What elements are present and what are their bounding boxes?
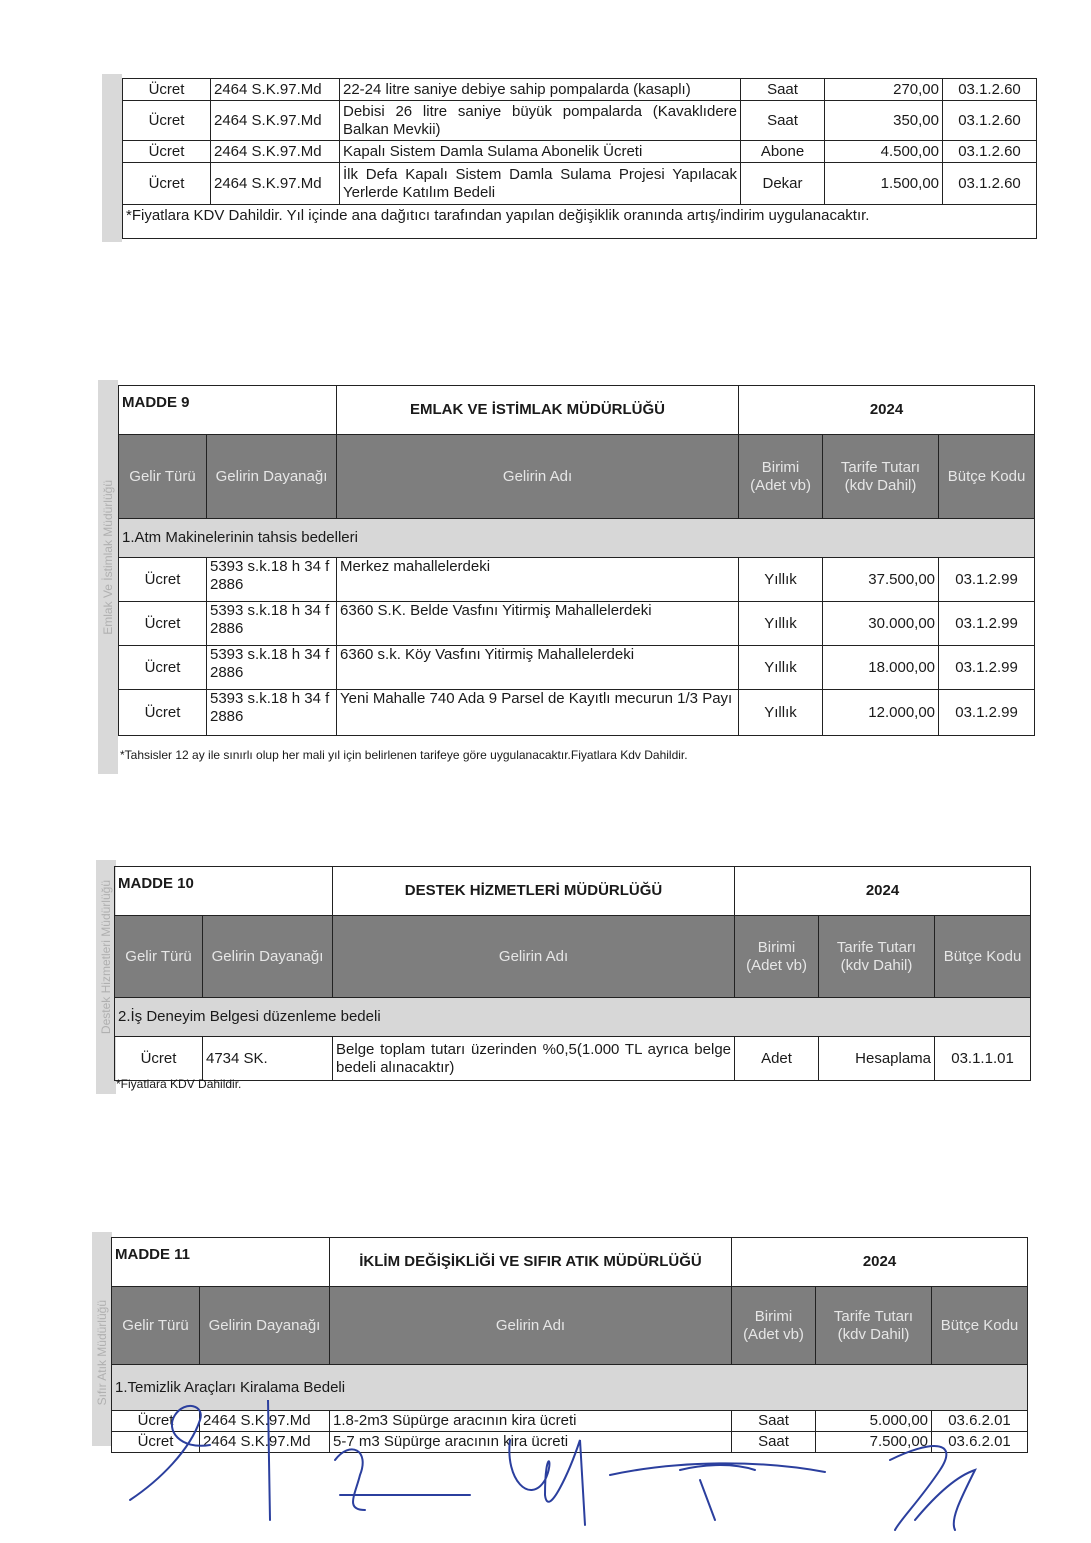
table-row [123,141,1037,163]
cell-name: Debisi 26 litre saniye büyük pompalarda (Kavaklıdere Balkan Mevkii) [340,101,741,141]
madde9-note: *Tahsisler 12 ay ile sınırlı olup her mali yıl için belirlenen tarifeye göre uygulanacaktır.Fiyatlara Kdv Dahildir. [120,748,688,762]
madde-number: MADDE 10 [115,867,333,916]
cell-code: 03.6.2.01 [932,1432,1028,1453]
column-headers [112,1287,1028,1365]
cell-name: 1.8-2m3 Süpürge aracının kira ücreti [330,1411,732,1432]
cell-basis-line2: 2886 [210,664,244,681]
cell-basis: 2464 S.K.97.Md [211,141,340,163]
madde9-table [118,385,1035,736]
madde10-table [114,866,1031,1081]
cell-amount: 5.000,00 [816,1411,932,1432]
cell-basis: 4734 SK. [203,1037,333,1081]
section-row [115,998,1031,1037]
madde-number: MADDE 9 [119,386,337,435]
cell-basis-line2: 2886 [210,708,244,725]
cell-basis-line1: 5393 s.k.18 h 34 f [210,602,330,619]
col-gelirin-adi: Gelirin Adı [333,916,735,998]
signature-1 [130,1406,210,1500]
dept-title: İKLİM DEĞİŞİKLİĞİ VE SIFIR ATIK MÜDÜRLÜĞÜ [330,1238,732,1287]
cell-basis [207,558,337,602]
year-label: 2024 [735,867,1031,916]
cell-basis [207,690,337,736]
cell-code: 03.1.2.99 [939,690,1035,736]
left-margin-strip [102,74,122,242]
cell-basis-line2: 2886 [210,576,244,593]
cell-amount: 4.500,00 [825,141,943,163]
madde-header [119,386,1035,435]
cell-basis: 2464 S.K.97.Md [211,79,340,101]
cell-basis [207,646,337,690]
cell-name: Kapalı Sistem Damla Sulama Abonelik Ücreti [340,141,741,163]
signature-2 [268,1400,270,1520]
col-gelirin-dayanagi: Gelirin Dayanağı [207,435,337,519]
cell-type: Ücret [119,602,207,646]
top-fee-table [122,78,1037,239]
madde-header [112,1238,1028,1287]
cell-code: 03.1.2.99 [939,558,1035,602]
cell-name: Merkez mahallelerdeki [337,558,739,602]
col-tarife: Tarife Tutarı (kdv Dahil) [819,916,935,998]
col-gelirin-dayanagi: Gelirin Dayanağı [203,916,333,998]
table-row [123,163,1037,205]
col-birimi: Birimi (Adet vb) [732,1287,816,1365]
cell-name: 5-7 m3 Süpürge aracının kira ücreti [330,1432,732,1453]
cell-code: 03.1.2.60 [943,163,1037,205]
cell-basis-line2: 2886 [210,620,244,637]
cell-unit: Yıllık [739,602,823,646]
year-label: 2024 [739,386,1035,435]
cell-code: 03.1.2.60 [943,101,1037,141]
col-gelir-turu: Gelir Türü [112,1287,200,1365]
section-row [119,519,1035,558]
cell-name: 22-24 litre saniye debiye sahip pompalarda (kasaplı) [340,79,741,101]
madde-header [115,867,1031,916]
cell-amount: 12.000,00 [823,690,939,736]
cell-name: 6360 S.K. Belde Vasfını Yitirmiş Mahallelerdeki [337,602,739,646]
dept-title: DESTEK HİZMETLERİ MÜDÜRLÜĞÜ [333,867,735,916]
column-headers [115,916,1031,998]
cell-amount: 270,00 [825,79,943,101]
column-headers [119,435,1035,519]
cell-unit: Saat [741,79,825,101]
cell-amount: 350,00 [825,101,943,141]
col-gelirin-adi: Gelirin Adı [330,1287,732,1365]
cell-name: 6360 s.k. Köy Vasfını Yitirmiş Mahallelerdeki [337,646,739,690]
cell-unit: Saat [732,1411,816,1432]
cell-code: 03.1.2.99 [939,602,1035,646]
cell-basis-line1: 5393 s.k.18 h 34 f [210,646,330,663]
col-birimi: Birimi (Adet vb) [735,916,819,998]
cell-amount: 1.500,00 [825,163,943,205]
cell-name: Yeni Mahalle 740 Ada 9 Parsel de Kayıtlı mecurun 1/3 Payı [337,690,739,736]
col-tarife: Tarife Tutarı (kdv Dahil) [823,435,939,519]
cell-type: Ücret [119,646,207,690]
cell-amount: 37.500,00 [823,558,939,602]
cell-name: Belge toplam tutarı üzerinden %0,5(1.000 TL ayrıca belge bedeli alınacaktır) [333,1037,735,1081]
col-butce: Bütçe Kodu [932,1287,1028,1365]
cell-basis: 2464 S.K.97.Md [200,1432,330,1453]
cell-code: 03.1.2.60 [943,79,1037,101]
col-gelir-turu: Gelir Türü [115,916,203,998]
section-title: 1.Atm Makinelerinin tahsis bedelleri [119,519,1035,558]
table-row [119,646,1035,690]
col-tarife: Tarife Tutarı (kdv Dahil) [816,1287,932,1365]
price-note: *Fiyatlara KDV Dahildir. Yıl içinde ana dağıtıcı tarafından yapılan değişiklik oranında artış/indirim uygulanacaktır. [123,205,1037,239]
year-label: 2024 [732,1238,1028,1287]
signature-4 [509,1440,585,1525]
signature-3 [335,1449,470,1510]
cell-unit: Saat [732,1432,816,1453]
side-label: Destek Hizmetleri Müdürlüğü [99,880,113,1035]
cell-basis [207,602,337,646]
note-row [123,205,1037,239]
col-butce: Bütçe Kodu [935,916,1031,998]
table-row [119,602,1035,646]
section-title: 1.Temizlik Araçları Kiralama Bedeli [112,1365,1028,1411]
cell-basis: 2464 S.K.97.Md [200,1411,330,1432]
table-row [119,690,1035,736]
side-label: Sıfır Atık Müdürlüğü [95,1300,109,1406]
cell-code: 03.1.1.01 [935,1037,1031,1081]
cell-unit: Yıllık [739,690,823,736]
madde10-note: *Fiyatlara KDV Dahildir. [116,1077,242,1091]
section-title: 2.İş Deneyim Belgesi düzenleme bedeli [115,998,1031,1037]
cell-unit: Dekar [741,163,825,205]
cell-unit: Adet [735,1037,819,1081]
cell-type: Ücret [119,558,207,602]
madde-number: MADDE 11 [112,1238,330,1287]
col-butce: Bütçe Kodu [939,435,1035,519]
cell-type: Ücret [123,101,211,141]
cell-basis: 2464 S.K.97.Md [211,163,340,205]
cell-type: Ücret [123,163,211,205]
cell-amount: 18.000,00 [823,646,939,690]
side-label: Emlak Ve İstimlak Müdürlüğü [101,480,115,635]
cell-name: İlk Defa Kapalı Sistem Damla Sulama Projesi Yapılacak Yerlerde Katılım Bedeli [340,163,741,205]
col-gelir-turu: Gelir Türü [119,435,207,519]
table-row [119,558,1035,602]
cell-type: Ücret [123,141,211,163]
cell-type: Ücret [119,690,207,736]
cell-unit: Saat [741,101,825,141]
col-gelirin-adi: Gelirin Adı [337,435,739,519]
table-row [123,101,1037,141]
cell-amount: 30.000,00 [823,602,939,646]
cell-basis-line1: 5393 s.k.18 h 34 f [210,690,330,707]
cell-type: Ücret [123,79,211,101]
table-row [123,79,1037,101]
cell-basis-line1: 5393 s.k.18 h 34 f [210,558,330,575]
col-gelirin-dayanagi: Gelirin Dayanağı [200,1287,330,1365]
table-row [115,1037,1031,1081]
dept-title: EMLAK VE İSTİMLAK MÜDÜRLÜĞÜ [337,386,739,435]
cell-unit: Yıllık [739,558,823,602]
cell-code: 03.1.2.60 [943,141,1037,163]
cell-basis: 2464 S.K.97.Md [211,101,340,141]
signature-5 [610,1463,825,1520]
signatures [0,1400,1091,1543]
cell-code: 03.1.2.99 [939,646,1035,690]
cell-type: Ücret [112,1432,200,1453]
cell-code: 03.6.2.01 [932,1411,1028,1432]
cell-type: Ücret [115,1037,203,1081]
cell-unit: Yıllık [739,646,823,690]
cell-unit: Abone [741,141,825,163]
cell-type: Ücret [112,1411,200,1432]
cell-amount: 7.500,00 [816,1432,932,1453]
signature-6 [890,1446,975,1530]
cell-amount: Hesaplama [819,1037,935,1081]
col-birimi: Birimi (Adet vb) [739,435,823,519]
